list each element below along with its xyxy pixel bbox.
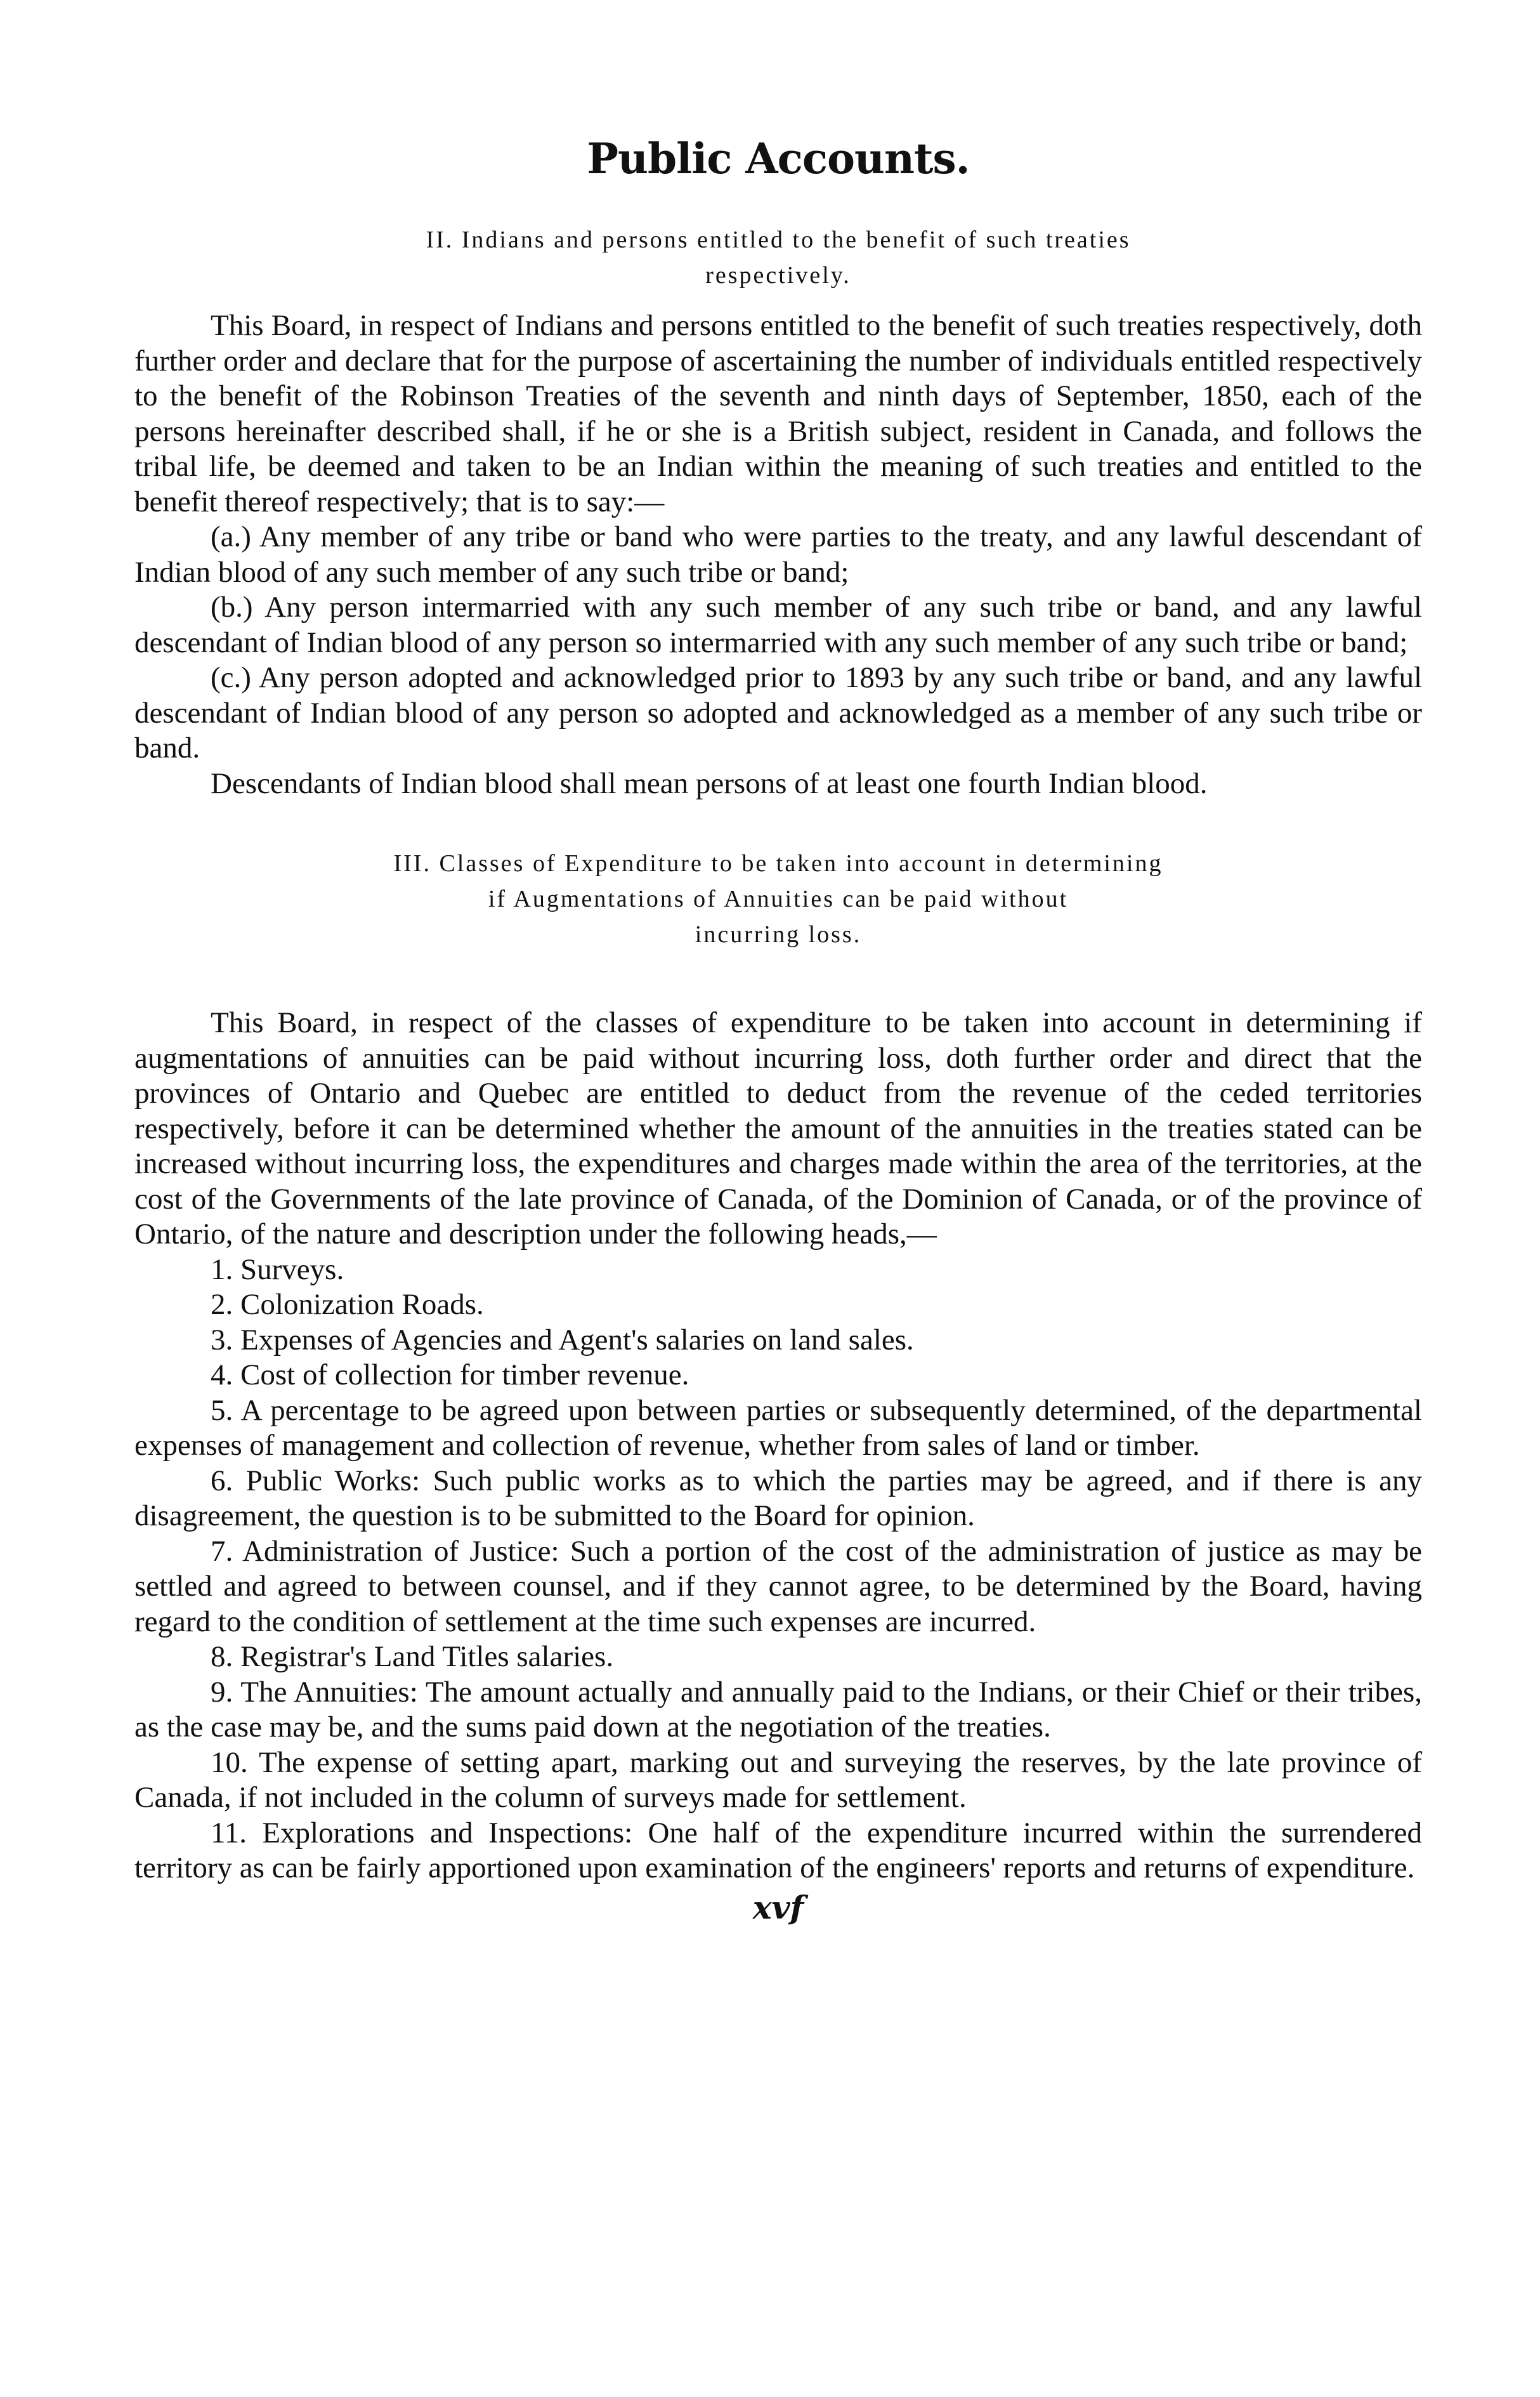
running-head: Public Accounts. [587, 134, 970, 183]
list-item: 10. The expense of setting apart, marking out and surveying the reserves, by the late province of Canada, if not included in the column of surveys made for settlement. [134, 1745, 1422, 1814]
clause-b: (b.) Any person intermarried with any such member of any such tribe or band, and any lawful descendant of Indian blood of any person so intermarried with any such member of any such tribe or band; [134, 591, 1422, 659]
section-2-heading-line-2: respectively. [705, 262, 851, 289]
list-item: 9. The Annuities: The amount actually and annually paid to the Indians, or their Chief or their tribes, as the case may be, and the sums paid down at the negotiation of the treaties. [134, 1675, 1422, 1744]
section-3-intro: This Board, in respect of the classes of expenditure to be taken into account in determining if augmentations of annuities can be paid without incurring loss, doth further order and direct that the provinces of Ontario and Quebec are entitled to deduct from the revenue of the ceded territories respectively, before it can be determined whether the amount of the annuities in the treaties stated can be increased without incurring loss, the expenditures and charges made within the area of the territories, at the cost of the Governments of the late province of Canada, of the Dominion of Canada, or of the province of Ontario, of the nature and description under the following heads,— [134, 1006, 1422, 1251]
clause-a: (a.) Any member of any tribe or band who were parties to the treaty, and any lawful descendant of Indian blood of any such member of any such tribe or band; [134, 520, 1422, 589]
section-2-heading-line-1: II. Indians and persons entitled to the benefit of such treaties [426, 227, 1131, 253]
page-folio: xvf [752, 1888, 804, 1926]
clause-c: (c.) Any person adopted and acknowledged prior to 1893 by any such tribe or band, and any lawful descendant of Indian blood of any person so adopted and acknowledged as a member of any such tribe or band. [134, 661, 1422, 765]
list-item: 5. A percentage to be agreed upon between parties or subsequently determined, of the departmental expenses of management and collection of revenue, whether from sales of land or timber. [134, 1393, 1422, 1462]
section-3-heading-line-2: if Augmentations of Annuities can be paid without [488, 886, 1069, 912]
list-item: 11. Explorations and Inspections: One half of the expenditure incurred within the surrendered territory as can be fairly apportioned upon examination of the engineers' reports and returns of expenditure. [134, 1816, 1422, 1884]
list-item: 2. Colonization Roads. [211, 1288, 484, 1321]
section-3-heading-line-1: III. Classes of Expenditure to be taken into account in determining [393, 850, 1163, 877]
list-item: 3. Expenses of Agencies and Agent's salaries on land sales. [211, 1323, 914, 1356]
section-2-body [134, 308, 1422, 801]
descendants-definition: Descendants of Indian blood shall mean persons of at least one fourth Indian blood. [211, 766, 1208, 800]
section-gap [134, 801, 1422, 846]
section-2-heading [195, 222, 1362, 293]
section-2-paragraph: This Board, in respect of Indians and persons entitled to the benefit of such treaties respectively, doth further order and declare that for the purpose of ascertaining the number of individuals entitled respectively to the benefit of the Robinson Treaties of the seventh and ninth days of September, 1850, each of the persons hereinafter described shall, if he or she is a British subject, resident in Canada, and follows the tribal life, be deemed and taken to be an Indian within the meaning of such treaties and entitled to the benefit thereof respectively; that is to say:— [134, 309, 1422, 518]
list-item: 1. Surveys. [211, 1252, 344, 1286]
section-gap [134, 968, 1422, 1006]
section-3-body [134, 1006, 1422, 1886]
list-item: 8. Registrar's Land Titles salaries. [211, 1640, 614, 1673]
list-item: 6. Public Works: Such public works as to which the parties may be agreed, and if there is any disagreement, the question is to be submitted to the Board for opinion. [134, 1464, 1422, 1532]
list-item: 4. Cost of collection for timber revenue. [211, 1358, 689, 1391]
document-page [134, 133, 1422, 1927]
list-item: 7. Administration of Justice: Such a portion of the cost of the administration of justice as may be settled and agreed to between counsel, and if they cannot agree, to be determined by the Board, having regard to the condition of settlement at the time such expenses are incurred. [134, 1534, 1422, 1638]
section-3-heading [195, 846, 1362, 952]
section-3-heading-line-3: incurring loss. [695, 921, 862, 948]
